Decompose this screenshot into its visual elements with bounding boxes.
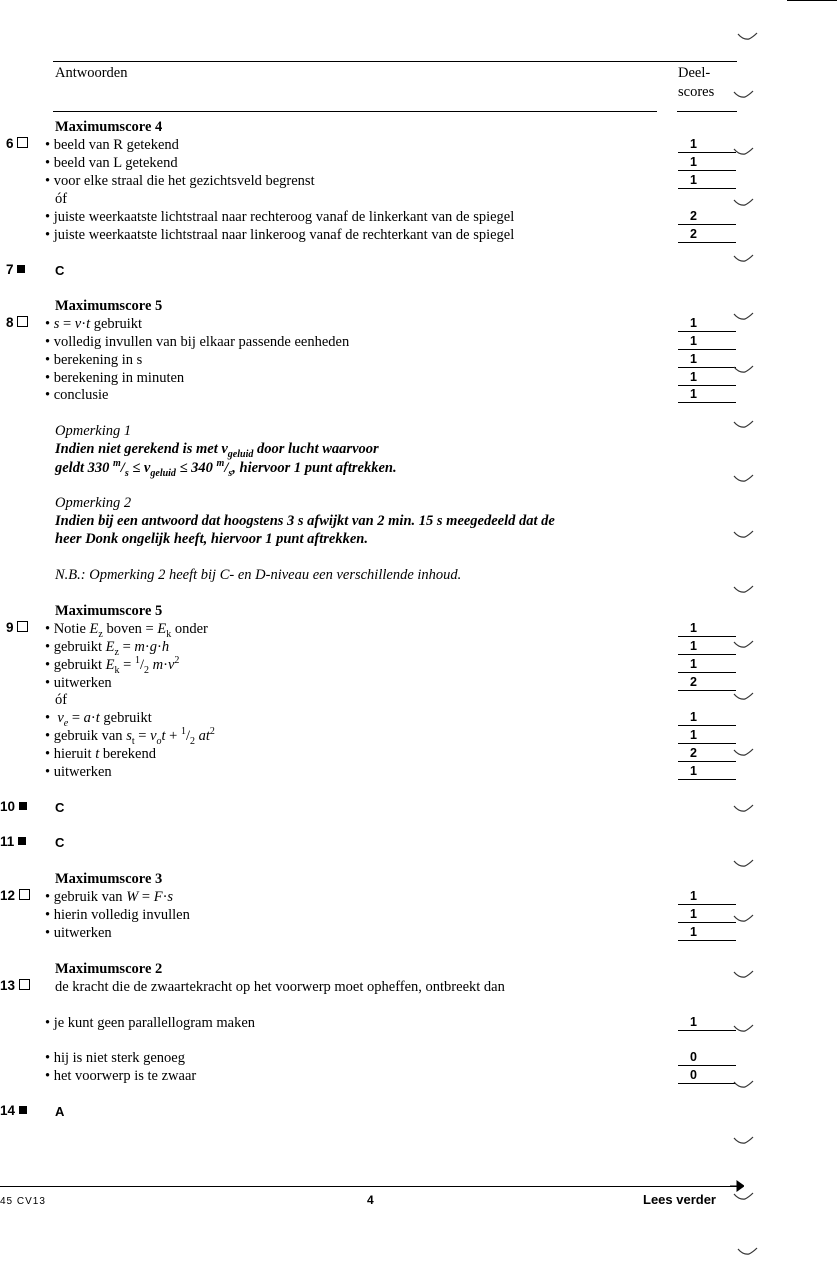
q14-answer: A bbox=[55, 1104, 65, 1119]
q11-answer: C bbox=[55, 835, 65, 850]
footer-lees-verder: Lees verder bbox=[643, 1192, 716, 1207]
q8-number: 8 bbox=[6, 315, 28, 330]
q8-score-4: 1 bbox=[678, 369, 736, 386]
grading-check-icon bbox=[733, 472, 755, 484]
q8-item-2: • volledig invullen van bij elkaar passende eenheden bbox=[45, 334, 350, 350]
closed-question-box-icon bbox=[17, 265, 25, 273]
q8-score-1: 1 bbox=[678, 315, 736, 332]
q9-score-8: 1 bbox=[678, 763, 736, 780]
grading-check-icon bbox=[733, 583, 755, 595]
q13-score-3: 0 bbox=[678, 1067, 736, 1084]
footer-rule bbox=[0, 1186, 740, 1187]
q8-item-3: • berekening in s bbox=[45, 352, 143, 368]
q7-answer: C bbox=[55, 263, 65, 278]
grading-check-icon bbox=[733, 802, 755, 814]
q8-opmerking2-line1: Indien bij een antwoord dat hoogstens 3 s afwijkt van 2 min. 15 s meegedeeld dat de bbox=[55, 513, 555, 529]
grading-check-icon bbox=[733, 252, 755, 264]
q12-maxscore: Maximumscore 3 bbox=[55, 871, 163, 887]
q9-item-3: • gebruikt $E_k = ^1/_2$ $m\cdot v^2$ bbox=[45, 655, 180, 676]
open-question-box-icon bbox=[19, 979, 30, 990]
q6-score-4: 2 bbox=[678, 208, 736, 225]
q9-maxscore: Maximumscore 5 bbox=[55, 603, 163, 619]
q8-score-5: 1 bbox=[678, 386, 736, 403]
q8-nb-note: N.B.: Opmerking 2 heeft bij C- en D-niveau een verschillende inhoud. bbox=[55, 567, 462, 583]
q9-number: 9 bbox=[6, 620, 28, 635]
q8-opmerking1-title: Opmerking 1 bbox=[55, 423, 132, 439]
grading-check-icon bbox=[733, 1134, 755, 1146]
q9-item-4: • uitwerken bbox=[45, 675, 112, 691]
q8-opmerking1-line1: Indien niet gerekend is met $v_{geluid}$ door lucht waarvoor bbox=[55, 441, 379, 460]
grading-check-icon bbox=[733, 690, 755, 702]
q8-item-4: • berekening in minuten bbox=[45, 370, 185, 386]
q6-item-5: • juiste weerkaatste lichtstraal naar linkeroog vanaf de rechterkant van de spiegel bbox=[45, 227, 515, 243]
grading-check-icon bbox=[733, 363, 755, 375]
q14-number: 14 bbox=[0, 1103, 27, 1118]
q8-score-2: 1 bbox=[678, 333, 736, 350]
grading-check-icon bbox=[733, 418, 755, 430]
q12-score-2: 1 bbox=[678, 906, 736, 923]
q12-score-1: 1 bbox=[678, 888, 736, 905]
grading-check-icon bbox=[733, 638, 755, 650]
open-question-box-icon bbox=[17, 621, 28, 632]
q6-score-3: 1 bbox=[678, 172, 736, 189]
q8-score-3: 1 bbox=[678, 351, 736, 368]
q9-score-3: 1 bbox=[678, 656, 736, 673]
q13-item-3: • het voorwerp is te zwaar bbox=[45, 1068, 197, 1084]
q13-maxscore: Maximumscore 2 bbox=[55, 961, 163, 977]
q13-item-1: • je kunt geen parallellogram maken bbox=[45, 1015, 256, 1031]
grading-check-icon bbox=[737, 30, 759, 42]
q9-item-2: • gebruikt $E_z = m\cdot g\cdot h$ bbox=[45, 639, 170, 658]
grading-check-icon bbox=[733, 1078, 755, 1090]
q8-item-5: • conclusie bbox=[45, 387, 109, 403]
q9-score-4: 2 bbox=[678, 674, 736, 691]
q9-item-5: • $v_e = a\cdot t$ gebruikt bbox=[45, 710, 152, 729]
q9-item-7: • hieruit t berekend bbox=[45, 746, 156, 762]
q13-score-2: 0 bbox=[678, 1049, 736, 1066]
q13-number: 13 bbox=[0, 978, 30, 993]
header-deel: Deel- bbox=[678, 65, 711, 81]
q6-score-2: 1 bbox=[678, 154, 736, 171]
q12-number: 12 bbox=[0, 888, 30, 903]
header-scores: scores bbox=[678, 84, 715, 100]
q12-item-3: • uitwerken bbox=[45, 925, 112, 941]
corner-rule bbox=[787, 0, 837, 1]
open-question-box-icon bbox=[17, 316, 28, 327]
header-top-rule bbox=[53, 61, 737, 62]
q6-item-3: • voor elke straal die het gezichtsveld begrenst bbox=[45, 173, 315, 189]
grading-check-icon bbox=[733, 1190, 755, 1202]
q13-score-1: 1 bbox=[678, 1014, 736, 1031]
q6-item-4: • juiste weerkaatste lichtstraal naar rechteroog vanaf de linkerkant van de spiegel bbox=[45, 209, 515, 225]
q9-item-8: • uitwerken bbox=[45, 764, 112, 780]
q12-score-3: 1 bbox=[678, 924, 736, 941]
q8-opmerking2-title: Opmerking 2 bbox=[55, 495, 132, 511]
q9-score-1: 1 bbox=[678, 620, 736, 637]
grading-check-icon bbox=[733, 145, 755, 157]
grading-check-icon bbox=[733, 310, 755, 322]
q6-maxscore: Maximumscore 4 bbox=[55, 119, 163, 135]
q13-intro: de kracht die de zwaartekracht op het voorwerp moet opheffen, ontbreekt dan bbox=[55, 979, 505, 995]
q8-maxscore: Maximumscore 5 bbox=[55, 298, 163, 314]
q10-answer: C bbox=[55, 800, 65, 815]
grading-check-icon bbox=[733, 857, 755, 869]
q6-score-1: 1 bbox=[678, 136, 736, 153]
open-question-box-icon bbox=[17, 137, 28, 148]
q9-score-5: 1 bbox=[678, 709, 736, 726]
q9-of: óf bbox=[55, 692, 68, 708]
closed-question-box-icon bbox=[18, 837, 26, 845]
header-score-rule bbox=[677, 111, 737, 112]
q10-number: 10 bbox=[0, 799, 27, 814]
q12-item-2: • hierin volledig invullen bbox=[45, 907, 190, 923]
q8-opmerking1-line2: geldt 330 $^m/_s \le v_{geluid} \le 340$ $^m/_s$, hiervoor 1 punt aftrekken. bbox=[55, 458, 397, 479]
q6-number: 6 bbox=[6, 136, 28, 151]
q9-score-2: 1 bbox=[678, 638, 736, 655]
grading-check-icon bbox=[733, 528, 755, 540]
footer-code: 45 CV13 bbox=[0, 1196, 46, 1207]
header-antwoorden: Antwoorden bbox=[55, 65, 128, 81]
q9-item-1: • Notie $E_z$ boven = $E_k$ onder bbox=[45, 621, 208, 640]
grading-check-icon bbox=[733, 1022, 755, 1034]
closed-question-box-icon bbox=[19, 802, 27, 810]
grading-check-icon bbox=[733, 912, 755, 924]
grading-check-icon bbox=[733, 196, 755, 208]
q11-number: 11 bbox=[0, 834, 26, 849]
grading-check-icon bbox=[733, 746, 755, 758]
closed-question-box-icon bbox=[19, 1106, 27, 1114]
q8-item-1: • s = v·t gebruikt bbox=[45, 316, 143, 332]
q9-score-7: 2 bbox=[678, 745, 736, 762]
q8-opmerking2-line2: heer Donk ongelijk heeft, hiervoor 1 punt aftrekken. bbox=[55, 531, 368, 547]
open-question-box-icon bbox=[19, 889, 30, 900]
q9-item-6: • gebruik van $s_t = v_ot + ^1/_2$ $at^2$ bbox=[45, 726, 215, 747]
q9-score-6: 1 bbox=[678, 727, 736, 744]
q12-item-1: • gebruik van W = F·s bbox=[45, 889, 174, 905]
grading-check-icon bbox=[733, 88, 755, 100]
q13-item-2: • hij is niet sterk genoeg bbox=[45, 1050, 185, 1066]
q6-of: óf bbox=[55, 191, 68, 207]
footer-page-number: 4 bbox=[367, 1193, 374, 1207]
grading-check-icon bbox=[733, 968, 755, 980]
q7-number: 7 bbox=[6, 262, 25, 277]
q6-item-1: • beeld van R getekend bbox=[45, 137, 179, 153]
q6-item-2: • beeld van L getekend bbox=[45, 155, 178, 171]
q6-score-5: 2 bbox=[678, 226, 736, 243]
grading-check-icon bbox=[737, 1245, 759, 1257]
header-bottom-rule bbox=[53, 111, 657, 112]
